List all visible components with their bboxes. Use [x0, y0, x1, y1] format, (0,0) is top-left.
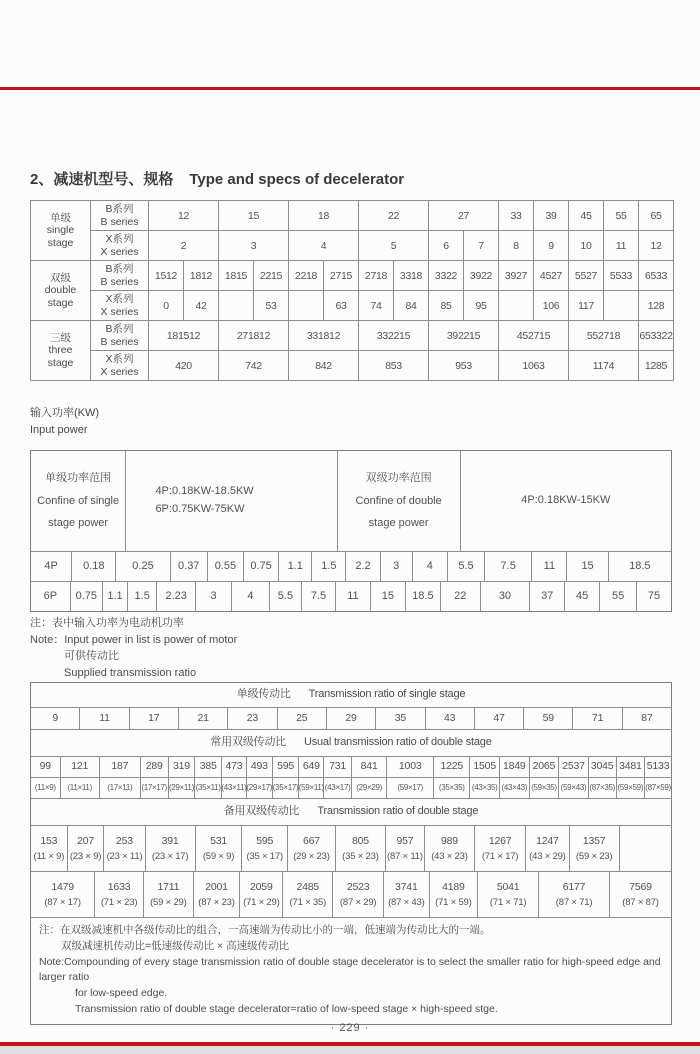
cell: 2718 — [359, 261, 394, 291]
cell: 989 (43 × 23) — [425, 826, 475, 871]
cell: 473 (43×11) — [222, 757, 247, 798]
input-power-label-cn: 输入功率(KW) — [30, 407, 100, 419]
cell: 121 (11×11) — [61, 757, 100, 798]
cell — [604, 291, 639, 321]
cell: 331812 — [289, 321, 359, 351]
cell: 253 (23 × 11) — [104, 826, 145, 871]
input-power-label-en: Input power — [30, 423, 88, 436]
cell: 2059 (71 × 29) — [240, 872, 283, 917]
cell: 95 — [464, 291, 499, 321]
table-row — [31, 351, 674, 381]
cell: 39 — [534, 201, 569, 231]
cell: 731 (43×17) — [324, 757, 352, 798]
cell: 1.5 — [312, 552, 346, 581]
cell: 15 — [567, 552, 608, 581]
cell: 11 — [604, 231, 639, 261]
power-row-4p — [31, 551, 671, 581]
cell: 30 — [481, 582, 531, 611]
power-header-row — [31, 451, 671, 551]
note-line: Note：Input power in list is power of motor — [30, 633, 238, 646]
cell: 649 (59×11) — [299, 757, 324, 798]
cell: 5 — [359, 231, 429, 261]
cell: 319 (29×11) — [169, 757, 196, 798]
cell: 531 (59 × 9) — [196, 826, 243, 871]
cell: 3741 (87 × 43) — [384, 872, 429, 917]
row-group-label: 单级 single stage — [31, 201, 91, 261]
cell: 1711 (59 × 29) — [144, 872, 194, 917]
cell: 2215 — [254, 261, 289, 291]
series-label: B系列 B series — [91, 261, 149, 291]
note-line: 双级减速机传动比=低速级传动比 × 高速级传动比 — [61, 939, 290, 952]
cell: 7.5 — [302, 582, 336, 611]
cell: 953 — [429, 351, 499, 381]
cell: 2 — [149, 231, 219, 261]
cell — [499, 291, 534, 321]
cell: 1267 (71 × 17) — [475, 826, 526, 871]
cell: 59 — [524, 708, 573, 729]
cell: 12 — [639, 231, 674, 261]
cell: 2715 — [324, 261, 359, 291]
cell: 385 (35×11) — [195, 757, 222, 798]
cell: 75 — [647, 589, 661, 602]
table-row — [31, 321, 674, 351]
cell: 22 — [359, 201, 429, 231]
cell: 667 (29 × 23) — [288, 826, 336, 871]
cell: 181512 — [149, 321, 219, 351]
cell: 1.5 — [128, 582, 157, 611]
cell: 3045 (87×35) — [589, 757, 617, 798]
cell: 4527 — [534, 261, 569, 291]
cell: 4 — [289, 231, 359, 261]
cell: 1505 (43×35) — [470, 757, 500, 798]
cell: 493 (29×17) — [247, 757, 273, 798]
usual-double-ratio-row — [31, 756, 671, 798]
cell: 1479 (87 × 17) — [31, 872, 95, 917]
single-power-range-header: 单级功率范围 Confine of single stage power — [31, 451, 126, 551]
row-label: 4P — [31, 552, 72, 581]
top-rule — [0, 87, 700, 90]
cell: 15 — [219, 201, 289, 231]
cell: 23 — [228, 708, 277, 729]
cell: 5533 — [604, 261, 639, 291]
cell: 3 — [381, 552, 413, 581]
cell: 595 (35×17) — [273, 757, 300, 798]
cell: 2001 (87 × 23) — [194, 872, 240, 917]
cell: 853 — [359, 351, 429, 381]
transmission-ratio-table — [30, 682, 672, 1025]
cell: 653322 — [639, 321, 674, 351]
cell: 1225 (35×35) — [434, 757, 470, 798]
cell: 392215 — [429, 321, 499, 351]
cell: 4189 (71 × 59) — [430, 872, 479, 917]
cell: 187 (17×11) — [100, 757, 141, 798]
footer-strip — [0, 1046, 700, 1054]
cell: 805 (35 × 23) — [336, 826, 386, 871]
usual-double-ratio-band: 常用双级传动比 Usual transmission ratio of double stage — [210, 736, 492, 749]
cell: 45 — [569, 201, 604, 231]
single-power-range-values: 4P:0.18KW-18.5KW 6P:0.75KW-75KW — [126, 451, 337, 551]
section-band — [31, 683, 671, 707]
cell: 1.1 — [103, 582, 128, 611]
cell: 3 — [219, 231, 289, 261]
backup-double-ratio-row-1 — [31, 825, 671, 871]
cell: 27 — [429, 201, 499, 231]
cell: 85 — [429, 291, 464, 321]
cell: 5527 — [569, 261, 604, 291]
cell: 1512 — [149, 261, 184, 291]
cell: 33 — [499, 201, 534, 231]
series-label: B系列 B series — [91, 201, 149, 231]
cell: 7.5 — [485, 552, 532, 581]
cell: 42 — [184, 291, 219, 321]
cell: 55 — [600, 582, 637, 611]
cell: 43 — [426, 708, 475, 729]
series-label: X系列 X series — [91, 351, 149, 381]
note-line: Note:Compounding of every stage transmission ratio of double stage decelerator is to select the smaller ratio for high-speed edge and larger ratio — [39, 955, 661, 984]
cell: 4 — [232, 582, 270, 611]
cell: 15 — [371, 582, 406, 611]
cell: 128 — [639, 291, 674, 321]
cell: 4 — [413, 552, 448, 581]
cell: 18 — [289, 201, 359, 231]
cell: 53 — [254, 291, 289, 321]
cell: 0.18 — [72, 552, 116, 581]
cell: 12 — [149, 201, 219, 231]
cell: 2523 (87 × 29) — [333, 872, 384, 917]
cell: 6533 — [639, 261, 674, 291]
model-table — [30, 200, 674, 381]
input-power-label — [30, 405, 99, 438]
cell: 18.5 — [629, 559, 651, 572]
cell: 552718 — [569, 321, 639, 351]
cell: 3481 (59×59) — [617, 757, 646, 798]
cell: 289 (17×17) — [141, 757, 169, 798]
cell: 1.1 — [279, 552, 312, 581]
cell: 7 — [464, 231, 499, 261]
note-line: Supplied transmission ratio — [64, 666, 197, 679]
series-label: B系列 B series — [91, 321, 149, 351]
input-power-notes — [30, 615, 237, 681]
series-label: X系列 X series — [91, 231, 149, 261]
cell: 0.25 — [116, 552, 170, 581]
cell: 87 — [641, 711, 653, 724]
cell: 45 — [565, 582, 600, 611]
cell: 11 — [80, 708, 129, 729]
page-title-cn: 2、减速机型号、规格 — [30, 171, 174, 188]
cell: 0.55 — [208, 552, 244, 581]
note-line: for low-speed edge. — [75, 987, 168, 999]
ratio-table-notes — [31, 917, 671, 1024]
cell: 63 — [324, 291, 359, 321]
cell: 1849 (43×43) — [500, 757, 530, 798]
cell: 11 — [336, 582, 371, 611]
cell: 55 — [604, 201, 639, 231]
cell: 71 — [573, 708, 622, 729]
cell: 65 — [639, 201, 674, 231]
cell: 8 — [499, 231, 534, 261]
cell: 29 — [327, 708, 376, 729]
cell: 18.5 — [406, 582, 441, 611]
cell: 3318 — [394, 261, 429, 291]
cell: 1174 — [569, 351, 639, 381]
cell: 2537 (59×43) — [559, 757, 589, 798]
empty-cell — [620, 826, 671, 871]
cell: 35 — [376, 708, 425, 729]
cell: 5.5 — [270, 582, 302, 611]
single-ratio-row — [31, 707, 671, 729]
page-title-en: Type and specs of decelerator — [189, 171, 405, 188]
cell: 420 — [149, 351, 219, 381]
cell — [289, 291, 324, 321]
cell: 99 (11×9) — [31, 757, 61, 798]
table-row — [31, 231, 674, 261]
cell: 1815 — [219, 261, 254, 291]
cell: 153 (11 × 9) — [31, 826, 68, 871]
cell: 841 (29×29) — [352, 757, 387, 798]
cell: 207 (23 × 9) — [68, 826, 105, 871]
row-group-label: 三级 three stage — [31, 321, 91, 381]
note-line: 注：表中输入功率为电动机功率 — [30, 617, 184, 629]
cell: 21 — [179, 708, 228, 729]
cell: 0.75 — [71, 582, 103, 611]
cell: 1812 — [184, 261, 219, 291]
row-label: 6P — [31, 582, 71, 611]
note-line: 可供传动比 — [64, 650, 119, 662]
cell: 5041 (71 × 71) — [478, 872, 539, 917]
cell: 7569 (87 × 87) — [622, 880, 659, 908]
cell: 1633 (71 × 23) — [95, 872, 144, 917]
cell: 22 — [441, 582, 481, 611]
cell: 3 — [196, 582, 232, 611]
cell: 452715 — [499, 321, 569, 351]
section-band — [31, 729, 671, 756]
table-row — [31, 291, 674, 321]
power-row-6p — [31, 581, 671, 611]
note-line: Transmission ratio of double stage decelerator=ratio of low-speed stage × high-speed stge. — [75, 1002, 498, 1015]
cell: 2.2 — [346, 552, 380, 581]
cell: 106 — [534, 291, 569, 321]
cell: 1063 — [499, 351, 569, 381]
cell: 3927 — [499, 261, 534, 291]
cell: 25 — [278, 708, 327, 729]
cell: 332215 — [359, 321, 429, 351]
double-power-range-values: 4P:0.18KW-15KW — [521, 494, 611, 507]
cell: 1247 (43 × 29) — [526, 826, 569, 871]
series-label: X系列 X series — [91, 291, 149, 321]
cell: 2.23 — [157, 582, 196, 611]
table-row — [31, 201, 674, 231]
double-power-range-header: 双级功率范围 Confine of double stage power — [338, 451, 461, 551]
cell: 9 — [534, 231, 569, 261]
cell: 2485 (71 × 35) — [283, 872, 333, 917]
cell: 595 (35 × 17) — [242, 826, 288, 871]
cell: 11 — [532, 552, 567, 581]
cell: 37 — [530, 582, 565, 611]
cell: 0.37 — [171, 552, 208, 581]
cell: 5133 (87×59) — [645, 757, 671, 798]
cell: 117 — [569, 291, 604, 321]
cell: 6 — [429, 231, 464, 261]
note-line: 注：在双级减速机中各级传动比的组合，一高速端为传动比小的一端，低速端为传动比大的一端。 — [39, 924, 491, 936]
cell: 9 — [31, 708, 80, 729]
backup-double-ratio-row-2 — [31, 871, 671, 917]
cell: 1285 — [639, 351, 674, 381]
table-row — [31, 261, 674, 291]
section-band — [31, 798, 671, 825]
cell: 1003 (59×17) — [387, 757, 434, 798]
single-stage-ratio-band: 单级传动比 Transmission ratio of single stage — [236, 688, 466, 701]
cell: 74 — [359, 291, 394, 321]
cell: 5.5 — [448, 552, 485, 581]
cell — [219, 291, 254, 321]
cell: 2218 — [289, 261, 324, 291]
row-group-label: 双级 double stage — [31, 261, 91, 321]
cell: 10 — [569, 231, 604, 261]
cell: 3922 — [464, 261, 499, 291]
cell: 17 — [130, 708, 179, 729]
page-title — [30, 168, 404, 189]
cell: 742 — [219, 351, 289, 381]
cell: 957 (87 × 11) — [386, 826, 425, 871]
cell: 0 — [149, 291, 184, 321]
input-power-table — [30, 450, 672, 612]
page-number: · 229 · — [330, 1022, 370, 1034]
cell: 84 — [394, 291, 429, 321]
backup-double-ratio-band: 备用双级传动比 Transmission ratio of double stage — [223, 805, 479, 818]
cell: 0.75 — [244, 552, 279, 581]
cell: 2065 (59×35) — [530, 757, 560, 798]
cell: 842 — [289, 351, 359, 381]
cell: 47 — [475, 708, 524, 729]
cell: 3322 — [429, 261, 464, 291]
cell: 1357 (59 × 23) — [570, 826, 620, 871]
cell: 271812 — [219, 321, 289, 351]
cell: 6177 (87 × 71) — [539, 872, 610, 917]
cell: 391 (23 × 17) — [146, 826, 196, 871]
